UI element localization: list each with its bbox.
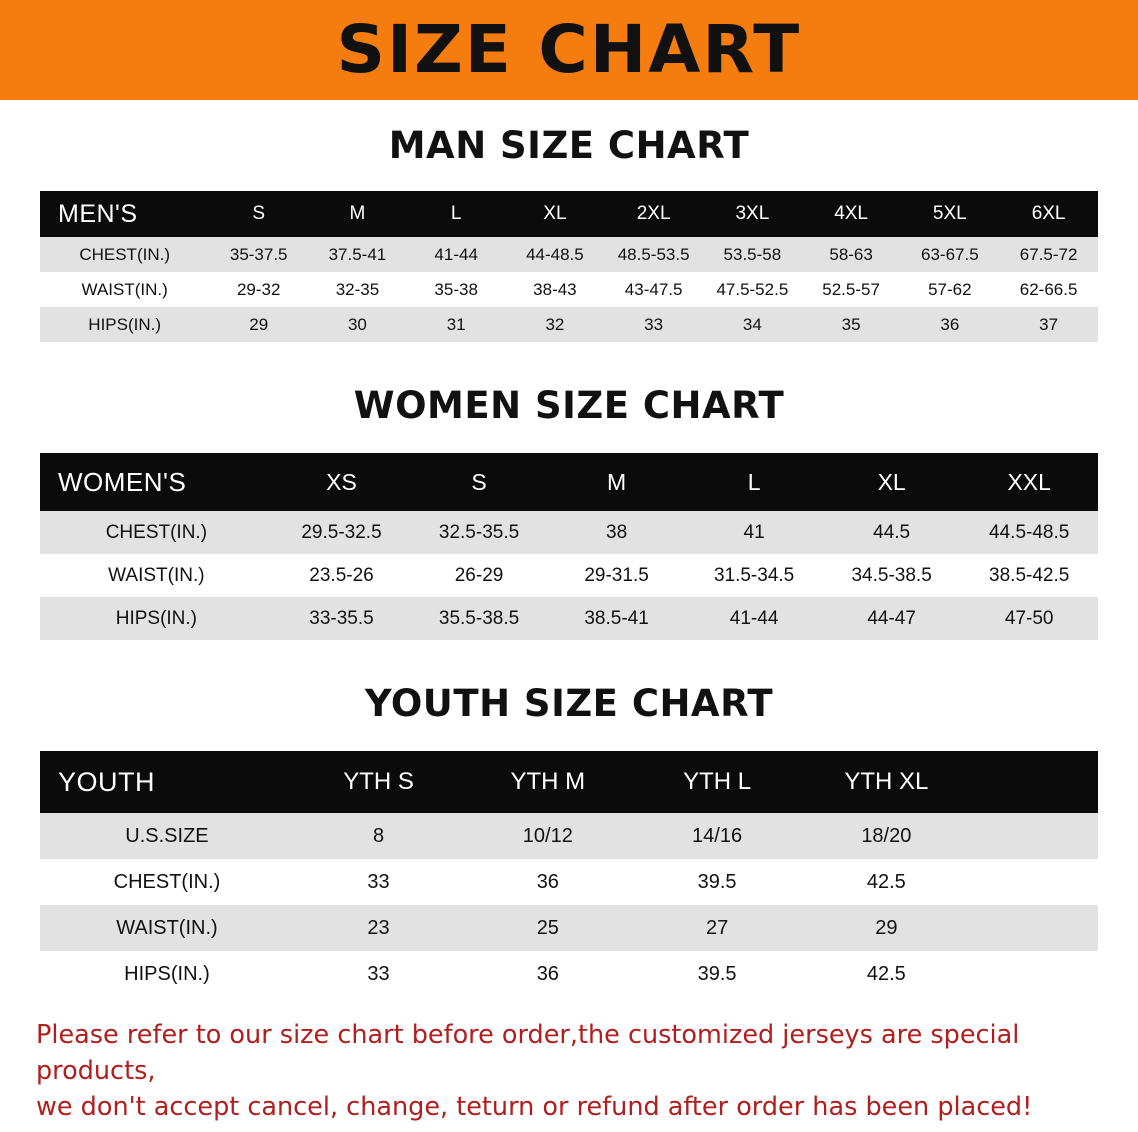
row-label: CHEST(IN.) xyxy=(79,244,170,264)
cell: 39.5 xyxy=(697,870,737,893)
women-size-header: L xyxy=(747,468,761,495)
women-size-header: XXL xyxy=(1007,468,1051,495)
man-size-header: 6XL xyxy=(1031,203,1066,224)
table-row xyxy=(40,905,1098,951)
cell: 33 xyxy=(644,314,664,334)
youth-header-spacer xyxy=(971,751,1098,813)
man-section-heading: MAN SIZE CHART xyxy=(388,124,750,167)
cell: 63-67.5 xyxy=(921,244,979,264)
man-size-header: 4XL xyxy=(834,203,868,224)
cell-spacer xyxy=(971,859,1098,905)
cell: 37.5-41 xyxy=(328,244,387,264)
cell: 38.5-42.5 xyxy=(989,564,1070,586)
youth-size-header: YTH XL xyxy=(844,768,929,795)
cell: 29.5-32.5 xyxy=(301,521,382,543)
cell: 38 xyxy=(606,521,628,543)
youth-size-header: YTH S xyxy=(343,768,414,795)
cell: 36 xyxy=(536,962,559,985)
cell: 27 xyxy=(705,916,729,939)
man-header-label: MEN'S xyxy=(58,199,138,228)
man-size-header: 5XL xyxy=(932,203,967,224)
cell-spacer xyxy=(971,905,1098,951)
table-row xyxy=(40,951,1098,997)
cell: 33-35.5 xyxy=(309,607,374,629)
row-label: WAIST(IN.) xyxy=(108,564,205,586)
cell: 41-44 xyxy=(729,607,779,629)
man-size-header: S xyxy=(252,203,266,224)
cell: 31.5-34.5 xyxy=(713,564,795,586)
row-label: HIPS(IN.) xyxy=(88,314,162,334)
cell: 32 xyxy=(545,314,565,334)
cell: 35.5-38.5 xyxy=(438,607,520,629)
cell: 34 xyxy=(742,314,762,334)
row-label: WAIST(IN.) xyxy=(116,916,218,939)
table-row xyxy=(40,511,1098,554)
man-size-table xyxy=(40,191,1098,342)
youth-size-header: YTH M xyxy=(510,768,586,795)
cell: 35-37.5 xyxy=(229,244,288,264)
cell: 33 xyxy=(367,870,390,893)
cell: 18/20 xyxy=(861,824,912,847)
table-row xyxy=(40,597,1098,640)
man-size-header: L xyxy=(450,203,462,224)
cell: 29 xyxy=(875,916,898,939)
cell: 37 xyxy=(1039,314,1059,334)
cell-spacer xyxy=(971,951,1098,997)
cell: 58-63 xyxy=(829,244,873,264)
cell: 42.5 xyxy=(866,962,906,985)
table-row xyxy=(40,272,1098,307)
women-size-header: M xyxy=(606,468,627,495)
cell: 44.5 xyxy=(873,521,911,543)
women-section-heading: WOMEN SIZE CHART xyxy=(353,384,785,427)
table-header-row xyxy=(40,751,1098,813)
cell: 39.5 xyxy=(697,962,737,985)
row-label: HIPS(IN.) xyxy=(124,962,210,985)
table-row xyxy=(40,307,1098,342)
row-label: CHEST(IN.) xyxy=(105,521,208,543)
women-size-table-wrap xyxy=(40,453,1098,640)
cell: 29 xyxy=(249,314,269,334)
man-size-header: 3XL xyxy=(735,203,770,224)
banner xyxy=(0,0,1138,100)
cell: 33 xyxy=(367,962,390,985)
cell: 67.5-72 xyxy=(1019,244,1078,264)
table-header-row xyxy=(40,191,1098,237)
cell: 41-44 xyxy=(434,244,478,264)
cell: 36 xyxy=(940,314,960,334)
disclaimer-note xyxy=(36,1017,1108,1126)
cell: 35 xyxy=(841,314,861,334)
man-size-header: M xyxy=(349,203,366,224)
disclaimer-line-2: we don't accept cancel, change, teturn or refund after order has been placed! xyxy=(36,1092,1033,1123)
cell: 32.5-35.5 xyxy=(438,521,520,543)
cell: 44-48.5 xyxy=(526,244,584,264)
cell: 36 xyxy=(536,870,559,893)
youth-header-label: YOUTH xyxy=(58,766,155,797)
cell: 8 xyxy=(372,824,385,847)
row-label: HIPS(IN.) xyxy=(115,607,198,629)
cell: 35-38 xyxy=(434,279,478,299)
youth-section-heading: YOUTH SIZE CHART xyxy=(364,682,774,725)
cell: 30 xyxy=(347,314,367,334)
cell: 47-50 xyxy=(1004,607,1054,629)
table-row xyxy=(40,813,1098,859)
women-size-table xyxy=(40,453,1098,640)
table-row xyxy=(40,859,1098,905)
youth-size-header: YTH L xyxy=(683,768,752,795)
cell: 53.5-58 xyxy=(723,244,782,264)
youth-size-table xyxy=(40,751,1098,997)
cell: 41 xyxy=(743,521,765,543)
man-size-table-wrap xyxy=(40,191,1098,342)
women-size-header: S xyxy=(471,468,487,495)
cell: 42.5 xyxy=(866,870,906,893)
row-label: CHEST(IN.) xyxy=(113,870,221,893)
cell: 29-32 xyxy=(236,279,281,299)
table-row xyxy=(40,237,1098,272)
disclaimer-line-1: Please refer to our size chart before order,the customized jerseys are special products, xyxy=(36,1020,1020,1087)
women-header-label: WOMEN'S xyxy=(58,466,187,497)
cell: 23.5-26 xyxy=(309,564,374,586)
cell: 57-62 xyxy=(928,279,972,299)
cell: 34.5-38.5 xyxy=(851,564,932,586)
women-size-header: XS xyxy=(326,468,357,495)
cell: 38.5-41 xyxy=(584,607,649,629)
cell: 43-47.5 xyxy=(624,279,683,299)
row-label: WAIST(IN.) xyxy=(81,279,168,299)
cell: 62-66.5 xyxy=(1019,279,1078,299)
cell: 10/12 xyxy=(522,824,573,847)
cell-spacer xyxy=(971,813,1098,859)
cell: 52.5-57 xyxy=(822,279,880,299)
cell: 29-31.5 xyxy=(584,564,649,586)
women-size-header: XL xyxy=(877,468,906,495)
cell: 32-35 xyxy=(335,279,380,299)
cell: 48.5-53.5 xyxy=(617,244,690,264)
row-label: U.S.SIZE xyxy=(125,824,209,847)
cell: 31 xyxy=(446,314,466,334)
page-title: SIZE CHART xyxy=(336,11,802,88)
cell: 26-29 xyxy=(454,564,504,586)
cell: 38-43 xyxy=(533,279,577,299)
table-row xyxy=(40,554,1098,597)
cell: 25 xyxy=(536,916,559,939)
man-size-header: XL xyxy=(543,203,567,224)
cell: 44-47 xyxy=(867,607,916,629)
man-size-header: 2XL xyxy=(636,203,671,224)
table-header-row xyxy=(40,453,1098,511)
cell: 44.5-48.5 xyxy=(989,521,1070,543)
cell: 23 xyxy=(367,916,390,939)
youth-size-table-wrap xyxy=(40,751,1098,997)
cell: 47.5-52.5 xyxy=(716,279,789,299)
cell: 14/16 xyxy=(692,824,743,847)
